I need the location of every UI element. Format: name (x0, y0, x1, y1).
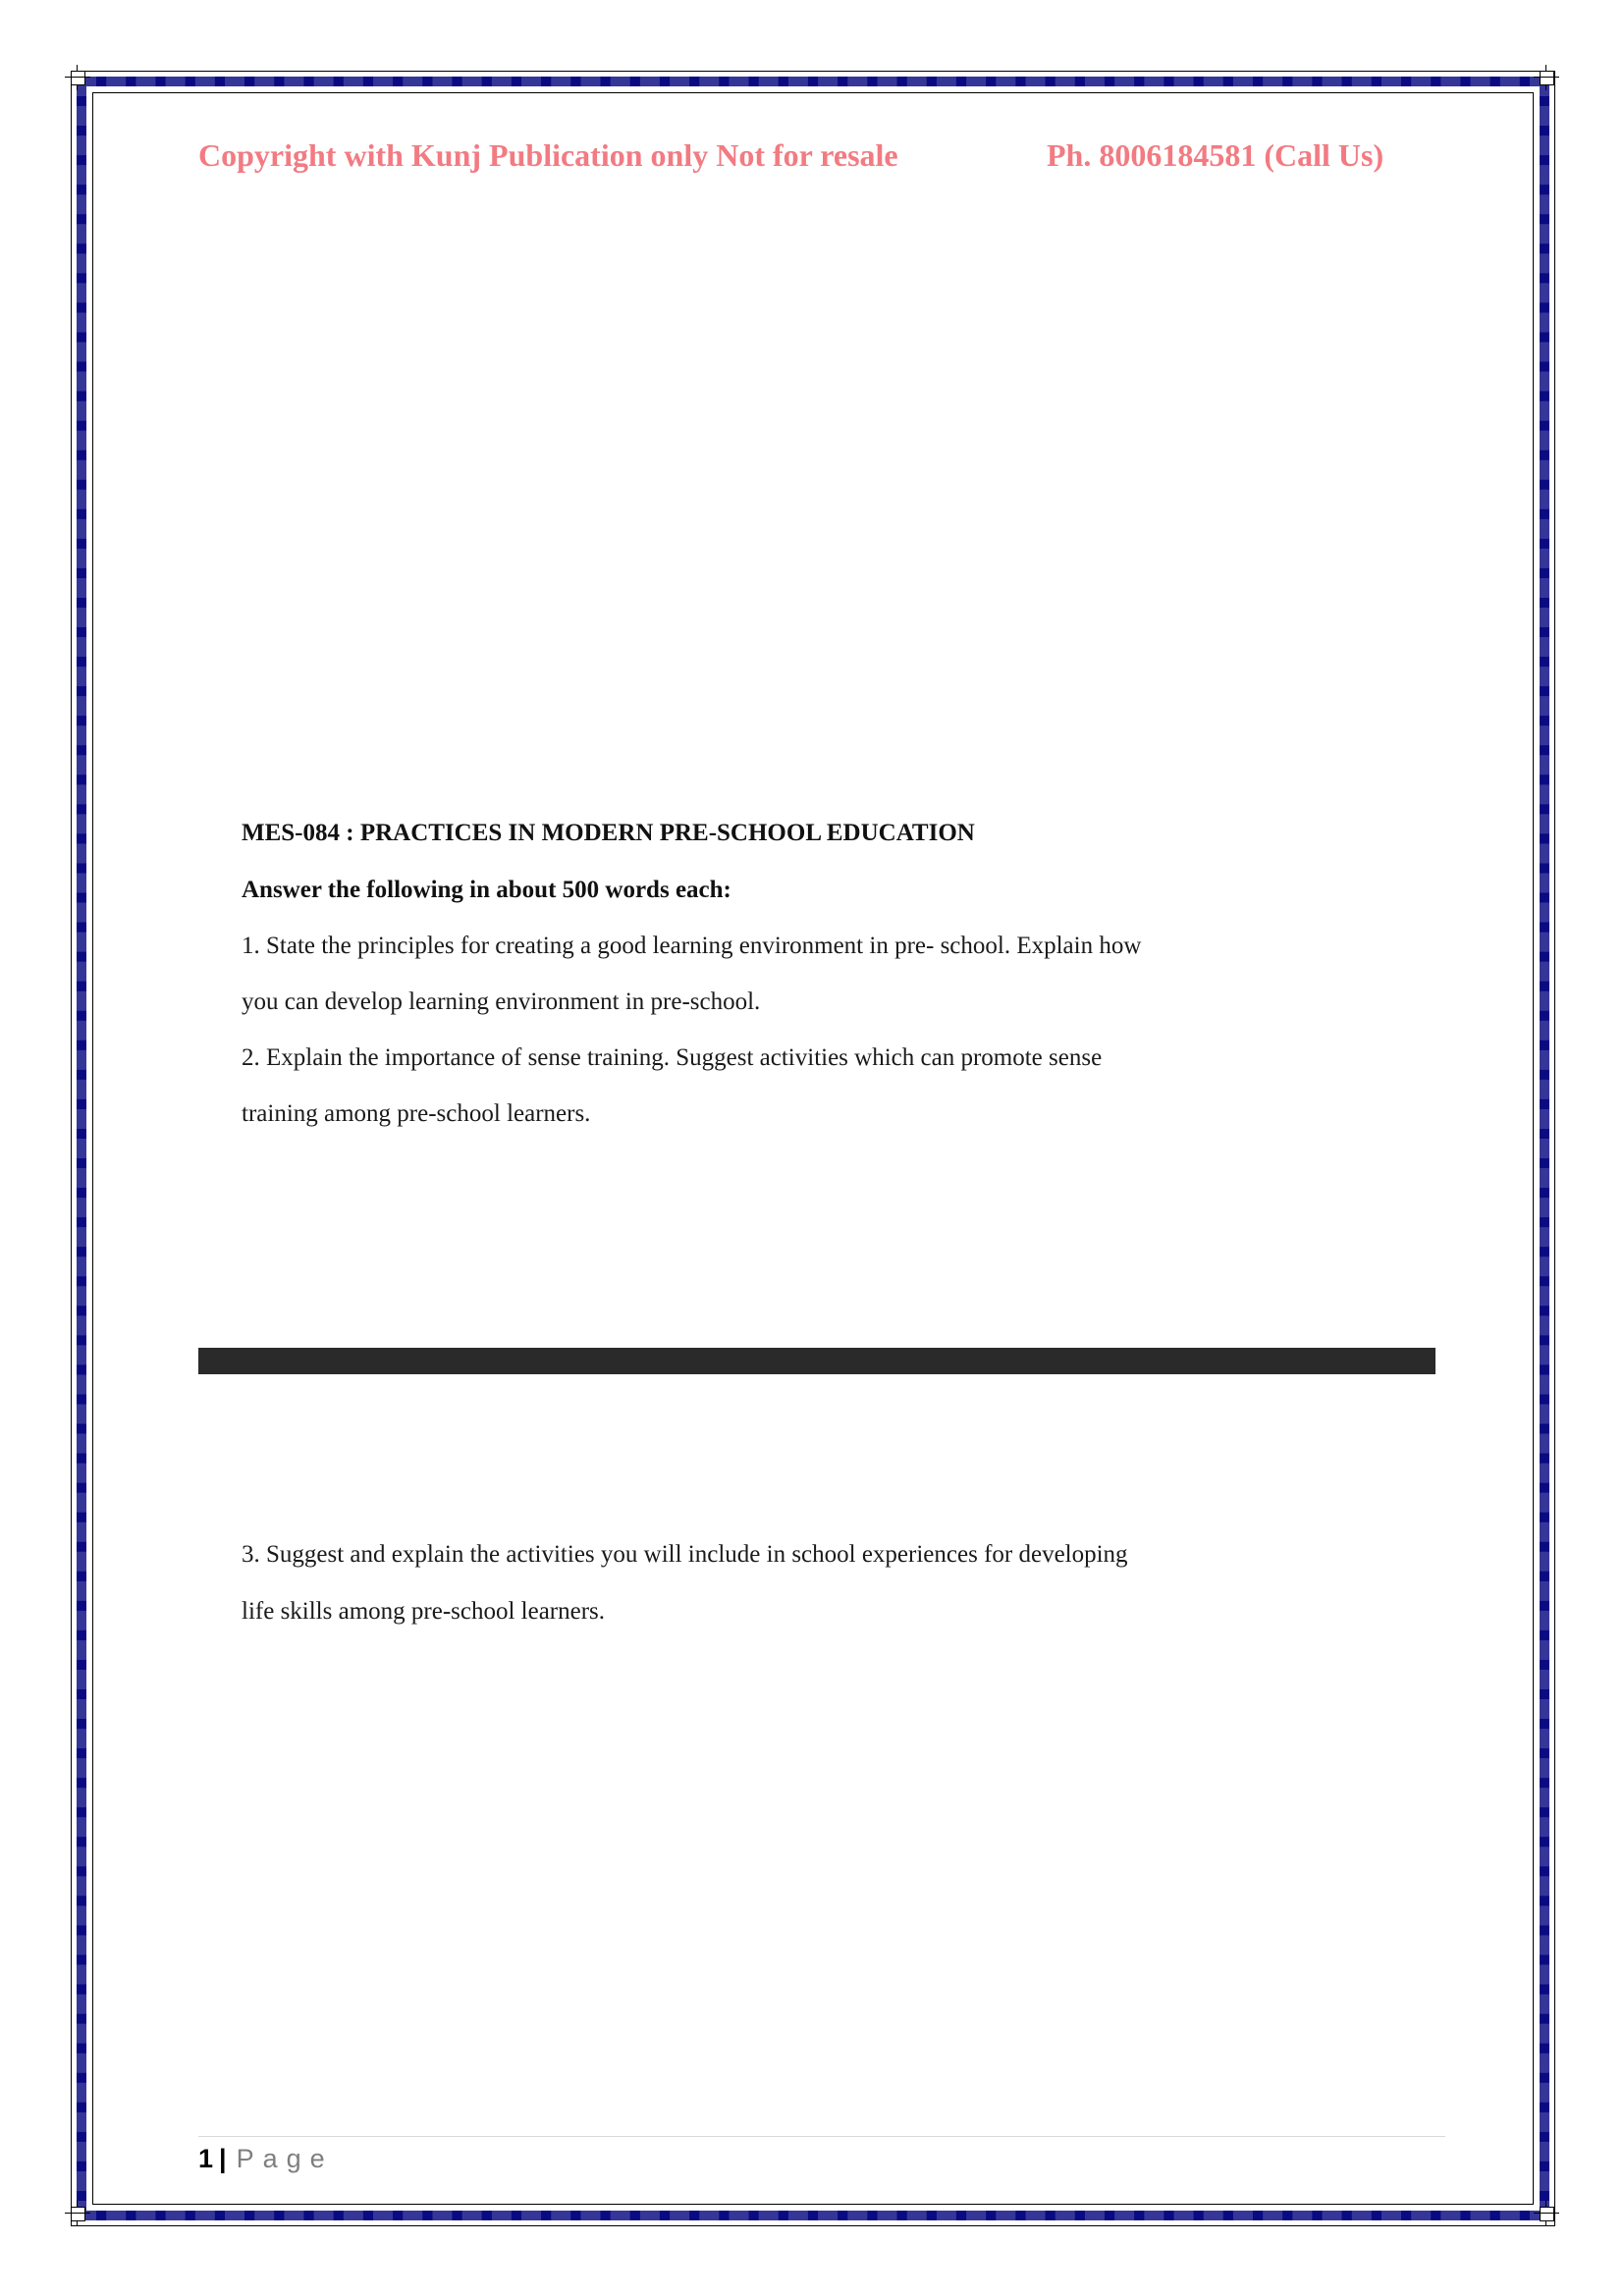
question-2-line-1: 2. Explain the importance of sense training. Suggest activities which can promote sense (242, 1044, 1103, 1071)
question-2-line-2: training among pre-school learners. (242, 1100, 591, 1127)
corner-ornament-icon (1534, 2201, 1559, 2226)
page-footer (198, 2144, 334, 2174)
question-3-line-1: 3. Suggest and explain the activities you will include in school experiences for developing (242, 1541, 1128, 1568)
question-3-line-2: life skills among pre-school learners. (242, 1598, 606, 1625)
contact-phone: Ph. 8006184581 (Call Us) (1047, 137, 1384, 173)
page-border-inner (92, 92, 1534, 2205)
corner-ornament-icon (65, 65, 90, 90)
copyright-notice: Copyright with Kunj Publication only Not for resale (198, 137, 898, 173)
corner-ornament-icon (1534, 65, 1559, 90)
corner-ornament-icon (65, 2201, 90, 2226)
section-divider (198, 1348, 1435, 1374)
page-number: 1 (198, 2144, 214, 2173)
footer-separator: | (219, 2144, 227, 2173)
question-1-line-2: you can develop learning environment in pre-school. (242, 988, 761, 1015)
course-title: MES-084 : PRACTICES IN MODERN PRE-SCHOOL EDUCATION (242, 820, 975, 846)
question-1-line-1: 1. State the principles for creating a good learning environment in pre- school. Explain how (242, 933, 1142, 959)
page-header (198, 137, 1435, 177)
page-label: Page (236, 2144, 334, 2173)
instruction-text: Answer the following in about 500 words each: (242, 877, 731, 903)
footer-rule (198, 2136, 1445, 2137)
